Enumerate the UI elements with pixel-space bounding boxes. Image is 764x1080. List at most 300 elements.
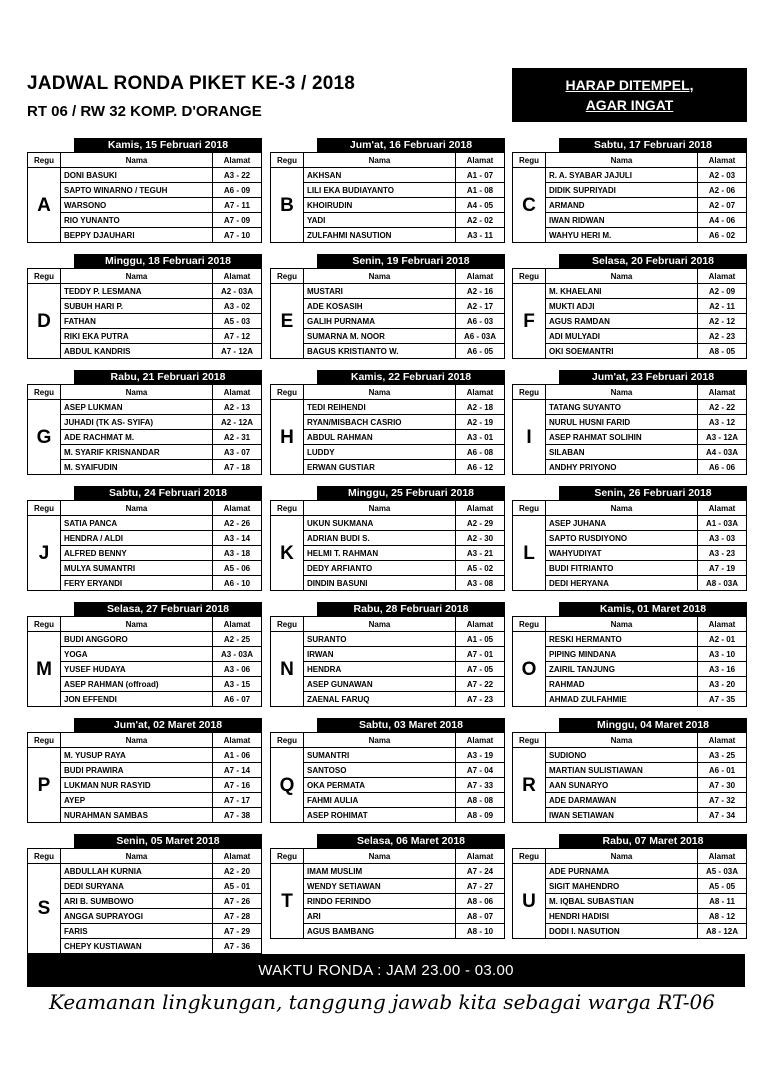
member-name: ASEP LUKMAN (61, 400, 213, 415)
member-name: RAHMAD (546, 677, 698, 692)
member-address: A4 - 05 (456, 198, 505, 213)
member-name: TEDDY P. LESMANA (61, 284, 213, 299)
member-name: DONI BASUKI (61, 168, 213, 183)
member-name: BAGUS KRISTIANTO W. (304, 344, 456, 359)
column-header-regu: Regu (271, 617, 304, 632)
schedule-date: Kamis, 15 Februari 2018 (74, 138, 262, 152)
table-row (28, 460, 262, 475)
table-row (28, 909, 262, 924)
member-address: A7 - 05 (456, 662, 505, 677)
member-address: A6 - 06 (698, 460, 747, 475)
member-address: A3 - 12 (698, 415, 747, 430)
member-name: ADE RACHMAT M. (61, 430, 213, 445)
member-address: A5 - 06 (213, 561, 262, 576)
table-row (28, 344, 262, 359)
member-name: ABDUL RAHMAN (304, 430, 456, 445)
schedule-table (270, 732, 505, 823)
table-row (271, 894, 505, 909)
table-row (513, 924, 747, 939)
table-row (271, 748, 505, 763)
member-name: SILABAN (546, 445, 698, 460)
schedule-table (270, 268, 505, 359)
table-header-row (28, 617, 262, 632)
member-name: YUSEF HUDAYA (61, 662, 213, 677)
table-header-row (513, 617, 747, 632)
table-row (271, 168, 505, 183)
member-name: IWAN SETIAWAN (546, 808, 698, 823)
column-header-regu: Regu (513, 501, 546, 516)
table-header-row (28, 849, 262, 864)
column-header-nama: Nama (61, 153, 213, 168)
member-address: A8 - 11 (698, 894, 747, 909)
member-address: A3 - 18 (213, 546, 262, 561)
table-row (513, 763, 747, 778)
member-address: A8 - 07 (456, 909, 505, 924)
member-name: WENDY SETIAWAN (304, 879, 456, 894)
member-address: A5 - 03A (698, 864, 747, 879)
member-address: A6 - 09 (213, 183, 262, 198)
column-header-alamat: Alamat (213, 733, 262, 748)
regu-letter: H (271, 400, 304, 475)
table-header-row (271, 153, 505, 168)
table-row (28, 808, 262, 823)
column-header-nama: Nama (304, 849, 456, 864)
member-name: FARIS (61, 924, 213, 939)
member-name: DIDIK SUPRIYADI (546, 183, 698, 198)
member-address: A2 - 29 (456, 516, 505, 531)
schedule-table (512, 848, 747, 939)
schedule-date: Rabu, 21 Februari 2018 (74, 370, 262, 384)
member-name: ADRIAN BUDI S. (304, 531, 456, 546)
member-name: JUHADI (TK AS- SYIFA) (61, 415, 213, 430)
table-row (28, 939, 262, 954)
table-row (28, 183, 262, 198)
member-name: ZAIRIL TANJUNG (546, 662, 698, 677)
regu-letter: K (271, 516, 304, 591)
column-header-nama: Nama (546, 733, 698, 748)
schedule-date: Minggu, 25 Februari 2018 (317, 486, 505, 500)
table-row (271, 198, 505, 213)
member-address: A8 - 05 (698, 344, 747, 359)
member-address: A7 - 12 (213, 329, 262, 344)
member-name: HENDRI HADISI (546, 909, 698, 924)
table-header-row (28, 269, 262, 284)
member-name: M. KHAELANI (546, 284, 698, 299)
schedule-table (27, 500, 262, 591)
member-address: A6 - 10 (213, 576, 262, 591)
column-header-alamat: Alamat (698, 501, 747, 516)
member-name: LUDDY (304, 445, 456, 460)
column-header-nama: Nama (61, 849, 213, 864)
notice-line-1: HARAP DITEMPEL, (565, 77, 694, 93)
column-header-regu: Regu (28, 849, 61, 864)
column-header-nama: Nama (304, 385, 456, 400)
schedule-block (270, 718, 505, 823)
member-name: PIPING MINDANA (546, 647, 698, 662)
member-name: CHEPY KUSTIAWAN (61, 939, 213, 954)
table-row (513, 632, 747, 647)
member-name: ALFRED BENNY (61, 546, 213, 561)
member-name: RINDO FERINDO (304, 894, 456, 909)
table-row (513, 400, 747, 415)
schedule-block (512, 834, 747, 939)
member-name: ASEP ROHIMAT (304, 808, 456, 823)
table-row (513, 808, 747, 823)
member-name: FERY ERYANDI (61, 576, 213, 591)
member-name: ZULFAHMI NASUTION (304, 228, 456, 243)
member-address: A7 - 10 (213, 228, 262, 243)
member-name: M. SYARIF KRISNANDAR (61, 445, 213, 460)
column-header-regu: Regu (513, 617, 546, 632)
member-address: A2 - 07 (698, 198, 747, 213)
member-name: RESKI HERMANTO (546, 632, 698, 647)
table-row (513, 213, 747, 228)
schedule-block (270, 370, 505, 475)
member-name: ADE KOSASIH (304, 299, 456, 314)
column-header-regu: Regu (513, 733, 546, 748)
member-address: A7 - 33 (456, 778, 505, 793)
member-address: A2 - 22 (698, 400, 747, 415)
member-address: A3 - 20 (698, 677, 747, 692)
schedule-block (512, 718, 747, 823)
table-row (28, 576, 262, 591)
table-row (513, 677, 747, 692)
member-address: A7 - 04 (456, 763, 505, 778)
member-address: A1 - 08 (456, 183, 505, 198)
regu-letter: C (513, 168, 546, 243)
member-address: A2 - 25 (213, 632, 262, 647)
schedule-table (512, 152, 747, 243)
member-address: A8 - 12 (698, 909, 747, 924)
table-row (28, 415, 262, 430)
table-row (513, 460, 747, 475)
page-subtitle: RT 06 / RW 32 KOMP. D'ORANGE (27, 103, 262, 120)
member-address: A2 - 16 (456, 284, 505, 299)
table-header-row (513, 849, 747, 864)
regu-letter: A (28, 168, 61, 243)
column-header-alamat: Alamat (698, 153, 747, 168)
table-row (28, 748, 262, 763)
member-address: A6 - 05 (456, 344, 505, 359)
member-name: ASEP GUNAWAN (304, 677, 456, 692)
member-address: A3 - 02 (213, 299, 262, 314)
member-name: R. A. SYABAR JAJULI (546, 168, 698, 183)
regu-letter: S (28, 864, 61, 954)
schedule-table (27, 384, 262, 475)
table-row (271, 778, 505, 793)
table-row (271, 864, 505, 879)
member-name: UKUN SUKMANA (304, 516, 456, 531)
member-name: AGUS BAMBANG (304, 924, 456, 939)
table-row (513, 183, 747, 198)
table-row (513, 531, 747, 546)
member-address: A3 - 10 (698, 647, 747, 662)
schedule-table (270, 848, 505, 939)
member-address: A3 - 14 (213, 531, 262, 546)
member-address: A2 - 23 (698, 329, 747, 344)
member-name: ASEP RAHMAT SOLIHIN (546, 430, 698, 445)
column-header-nama: Nama (546, 153, 698, 168)
column-header-alamat: Alamat (456, 501, 505, 516)
member-address: A7 - 12A (213, 344, 262, 359)
schedule-block (270, 834, 505, 939)
member-address: A3 - 21 (456, 546, 505, 561)
member-name: SIGIT MAHENDRO (546, 879, 698, 894)
schedule-block (27, 718, 262, 823)
regu-letter: B (271, 168, 304, 243)
member-name: OKI SOEMANTRI (546, 344, 698, 359)
member-address: A5 - 05 (698, 879, 747, 894)
member-name: ERWAN GUSTIAR (304, 460, 456, 475)
member-address: A6 - 03A (456, 329, 505, 344)
member-address: A7 - 32 (698, 793, 747, 808)
member-name: NURAHMAN SAMBAS (61, 808, 213, 823)
member-name: SAPTO RUSDIYONO (546, 531, 698, 546)
table-header-row (271, 385, 505, 400)
member-address: A8 - 08 (456, 793, 505, 808)
member-address: A2 - 12 (698, 314, 747, 329)
member-address: A2 - 30 (456, 531, 505, 546)
table-header-row (271, 617, 505, 632)
motto: Keamanan lingkungan, tanggung jawab kita sebagai warga RT-06 (49, 990, 715, 1014)
table-row (513, 546, 747, 561)
column-header-alamat: Alamat (456, 153, 505, 168)
regu-letter: R (513, 748, 546, 823)
column-header-nama: Nama (546, 617, 698, 632)
member-name: WARSONO (61, 198, 213, 213)
table-row (271, 763, 505, 778)
member-address: A1 - 07 (456, 168, 505, 183)
schedule-date: Kamis, 22 Februari 2018 (317, 370, 505, 384)
table-row (28, 228, 262, 243)
table-header-row (271, 269, 505, 284)
column-header-regu: Regu (513, 269, 546, 284)
member-name: SATIA PANCA (61, 516, 213, 531)
table-row (271, 924, 505, 939)
column-header-alamat: Alamat (213, 153, 262, 168)
table-row (271, 909, 505, 924)
table-row (271, 329, 505, 344)
notice-line-2: AGAR INGAT (585, 97, 674, 113)
member-address: A3 - 11 (456, 228, 505, 243)
table-row (271, 647, 505, 662)
column-header-alamat: Alamat (698, 269, 747, 284)
table-header-row (271, 733, 505, 748)
table-header-row (513, 733, 747, 748)
column-header-nama: Nama (61, 501, 213, 516)
regu-letter: O (513, 632, 546, 707)
member-name: TEDI REIHENDI (304, 400, 456, 415)
regu-letter: T (271, 864, 304, 939)
member-address: A4 - 03A (698, 445, 747, 460)
table-row (513, 894, 747, 909)
column-header-regu: Regu (271, 501, 304, 516)
member-address: A2 - 19 (456, 415, 505, 430)
table-row (513, 284, 747, 299)
column-header-alamat: Alamat (213, 617, 262, 632)
column-header-regu: Regu (513, 153, 546, 168)
member-name: SUBUH HARI P. (61, 299, 213, 314)
schedule-date: Jum'at, 16 Februari 2018 (317, 138, 505, 152)
table-header-row (28, 385, 262, 400)
column-header-nama: Nama (546, 269, 698, 284)
schedule-block (270, 138, 505, 243)
table-row (28, 561, 262, 576)
member-address: A7 - 35 (698, 692, 747, 707)
table-row (271, 677, 505, 692)
table-row (513, 864, 747, 879)
regu-letter: U (513, 864, 546, 939)
schedule-block (27, 834, 262, 954)
table-header-row (28, 153, 262, 168)
member-name: ASEP JUHANA (546, 516, 698, 531)
member-name: YADI (304, 213, 456, 228)
table-row (513, 793, 747, 808)
schedule-table (512, 268, 747, 359)
table-row (28, 632, 262, 647)
column-header-regu: Regu (28, 617, 61, 632)
member-name: ABDUL KANDRIS (61, 344, 213, 359)
table-row (513, 329, 747, 344)
table-row (513, 516, 747, 531)
table-row (28, 445, 262, 460)
column-header-nama: Nama (304, 733, 456, 748)
member-address: A7 - 38 (213, 808, 262, 823)
regu-letter: L (513, 516, 546, 591)
schedule-block (270, 254, 505, 359)
schedule-block (512, 370, 747, 475)
table-row (271, 344, 505, 359)
column-header-alamat: Alamat (456, 733, 505, 748)
member-address: A7 - 16 (213, 778, 262, 793)
schedule-date: Minggu, 04 Maret 2018 (559, 718, 747, 732)
member-address: A7 - 30 (698, 778, 747, 793)
column-header-alamat: Alamat (698, 849, 747, 864)
member-name: RIKI EKA PUTRA (61, 329, 213, 344)
column-header-nama: Nama (61, 617, 213, 632)
regu-letter: J (28, 516, 61, 591)
column-header-nama: Nama (546, 501, 698, 516)
table-row (513, 228, 747, 243)
member-name: GALIH PURNAMA (304, 314, 456, 329)
member-name: M. YUSUP RAYA (61, 748, 213, 763)
member-address: A2 - 06 (698, 183, 747, 198)
member-address: A5 - 02 (456, 561, 505, 576)
page-title: JADWAL RONDA PIKET KE-3 / 2018 (27, 73, 356, 94)
member-address: A8 - 10 (456, 924, 505, 939)
table-row (271, 879, 505, 894)
member-address: A3 - 08 (456, 576, 505, 591)
column-header-regu: Regu (28, 269, 61, 284)
member-name: HENDRA (304, 662, 456, 677)
schedule-block (27, 602, 262, 707)
member-name: NURUL HUSNI FARID (546, 415, 698, 430)
member-address: A2 - 26 (213, 516, 262, 531)
table-header-row (513, 501, 747, 516)
table-row (271, 692, 505, 707)
table-row (28, 430, 262, 445)
column-header-nama: Nama (546, 849, 698, 864)
member-name: SUMARNA M. NOOR (304, 329, 456, 344)
member-address: A2 - 18 (456, 400, 505, 415)
column-header-nama: Nama (61, 385, 213, 400)
column-header-regu: Regu (513, 385, 546, 400)
column-header-alamat: Alamat (698, 385, 747, 400)
table-row (28, 879, 262, 894)
member-name: M. SYAIFUDIN (61, 460, 213, 475)
member-address: A7 - 22 (456, 677, 505, 692)
member-address: A2 - 12A (213, 415, 262, 430)
table-row (271, 793, 505, 808)
table-header-row (28, 501, 262, 516)
member-address: A7 - 18 (213, 460, 262, 475)
member-name: MARTIAN SULISTIAWAN (546, 763, 698, 778)
member-name: JON EFFENDI (61, 692, 213, 707)
column-header-nama: Nama (304, 501, 456, 516)
member-address: A2 - 11 (698, 299, 747, 314)
member-address: A6 - 03 (456, 314, 505, 329)
member-address: A2 - 01 (698, 632, 747, 647)
table-header-row (513, 269, 747, 284)
member-address: A3 - 01 (456, 430, 505, 445)
member-address: A2 - 20 (213, 864, 262, 879)
member-address: A7 - 28 (213, 909, 262, 924)
member-address: A2 - 09 (698, 284, 747, 299)
column-header-nama: Nama (61, 733, 213, 748)
member-name: MUKTI ADJI (546, 299, 698, 314)
column-header-alamat: Alamat (213, 385, 262, 400)
table-row (271, 531, 505, 546)
table-row (513, 662, 747, 677)
member-name: SUDIONO (546, 748, 698, 763)
member-address: A7 - 23 (456, 692, 505, 707)
schedule-date: Jum'at, 23 Februari 2018 (559, 370, 747, 384)
member-name: KHOIRUDIN (304, 198, 456, 213)
column-header-alamat: Alamat (456, 269, 505, 284)
member-name: ARI (304, 909, 456, 924)
table-row (28, 531, 262, 546)
table-row (28, 924, 262, 939)
member-address: A7 - 29 (213, 924, 262, 939)
column-header-alamat: Alamat (456, 385, 505, 400)
table-row (28, 198, 262, 213)
member-address: A7 - 19 (698, 561, 747, 576)
member-name: ZAENAL FARUQ (304, 692, 456, 707)
table-row (513, 647, 747, 662)
member-address: A3 - 15 (213, 677, 262, 692)
member-name: AAN SUNARYO (546, 778, 698, 793)
member-address: A5 - 03 (213, 314, 262, 329)
table-header-row (271, 501, 505, 516)
column-header-alamat: Alamat (698, 617, 747, 632)
schedule-table (512, 384, 747, 475)
member-name: RYAN/MISBACH CASRIO (304, 415, 456, 430)
member-address: A7 - 36 (213, 939, 262, 954)
column-header-nama: Nama (304, 617, 456, 632)
table-row (513, 198, 747, 213)
member-name: SAPTO WINARNO / TEGUH (61, 183, 213, 198)
table-row (513, 430, 747, 445)
member-address: A5 - 01 (213, 879, 262, 894)
schedule-date: Senin, 19 Februari 2018 (317, 254, 505, 268)
table-row (28, 692, 262, 707)
member-address: A7 - 14 (213, 763, 262, 778)
member-address: A7 - 17 (213, 793, 262, 808)
table-row (28, 400, 262, 415)
table-row (28, 314, 262, 329)
table-row (271, 546, 505, 561)
member-name: AYEP (61, 793, 213, 808)
